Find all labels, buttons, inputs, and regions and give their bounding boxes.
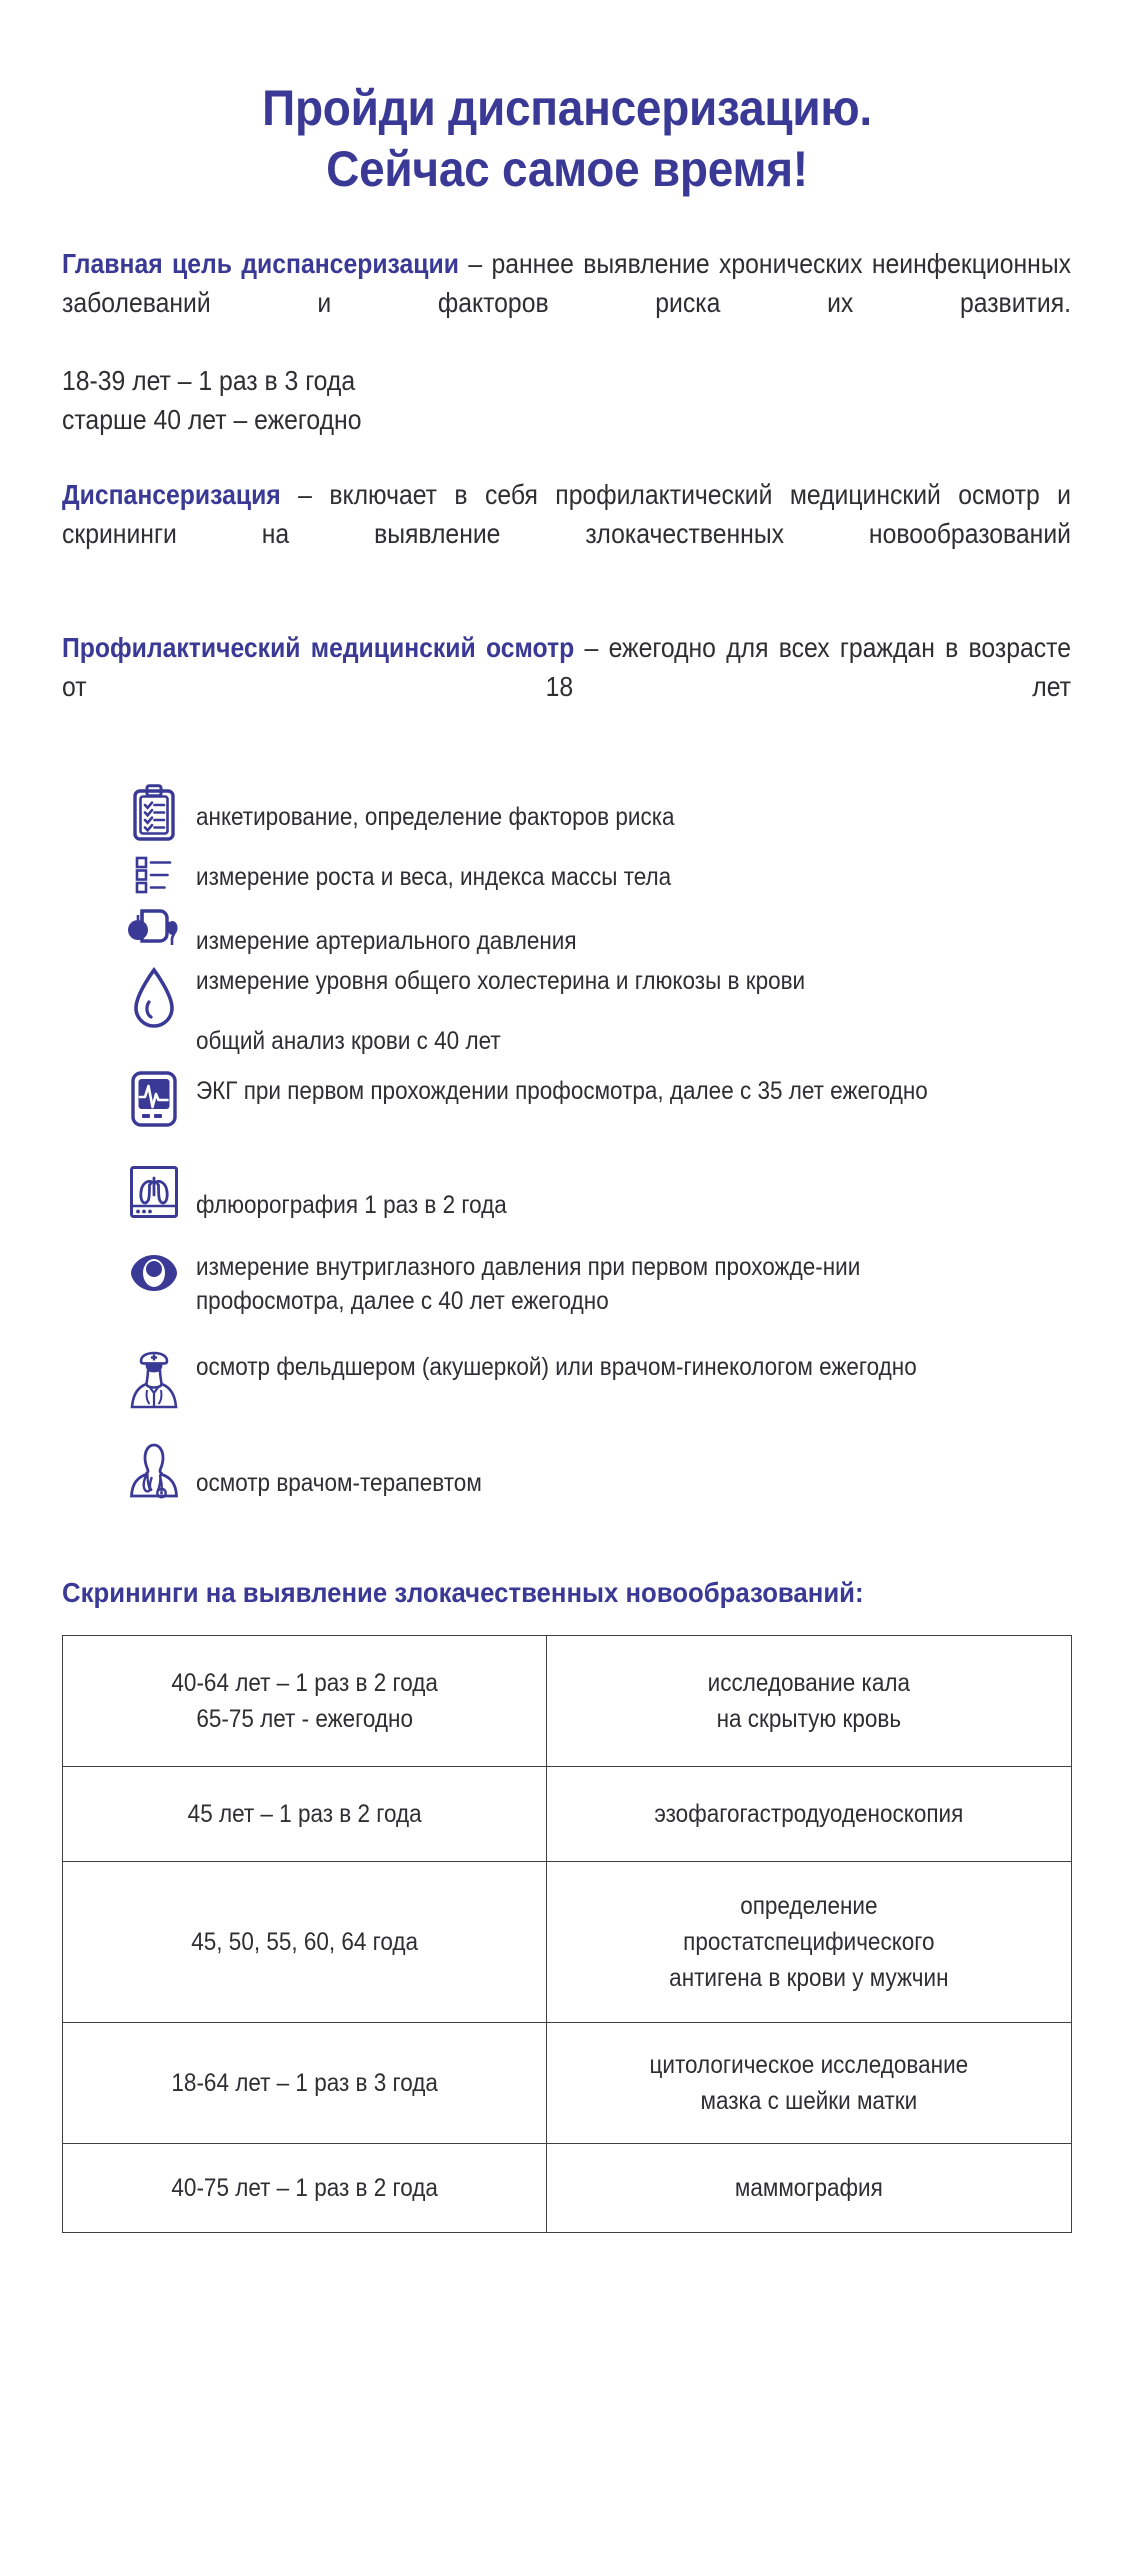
poster-title	[62, 0, 1072, 200]
test-value: маммография	[735, 2174, 884, 2203]
age-value: 45 лет – 1 раз в 2 года	[187, 1800, 422, 1829]
dispanserizatsiya-paragraph	[62, 475, 1071, 592]
checkup-list	[62, 780, 1072, 1530]
table-cell-test	[547, 1636, 1072, 1767]
doctor-stethoscope-icon	[112, 1438, 196, 1500]
test-value: эзофагогастродуоденоскопия	[654, 1800, 964, 1829]
age-value: 18-64 лет – 1 раз в 3 года	[171, 2069, 438, 2098]
table-cell-test	[547, 2144, 1072, 2233]
checkup-label: осмотр фельдшером (акушеркой) или врачом-гинекологом ежегодно	[196, 1352, 917, 1381]
checkup-label: измерение артериального давления	[196, 926, 577, 955]
goal-rest: – раннее выявление хронических неинфекционных заболеваний и факторов риска их развития.	[62, 248, 1071, 319]
checkup-label-secondary: общий анализ крови с 40 лет	[196, 1026, 501, 1055]
profosmotr-lead: Профилактический медицинский осмотр	[62, 632, 575, 664]
dispanserizatsiya-rest: – включает в себя профилактический медицинский осмотр и скрининги на выявление злокачественных новообразований	[62, 479, 1071, 550]
checkup-label: флюорография 1 раз в 2 года	[196, 1190, 507, 1219]
table-row	[63, 1767, 1072, 1862]
table-cell-age	[63, 2144, 547, 2233]
checkup-item	[112, 1248, 1072, 1344]
table-cell-age	[63, 2023, 547, 2144]
checkup-label: анкетирование, определение факторов риска	[196, 802, 675, 831]
table-row	[63, 1862, 1072, 2023]
screening-table	[62, 1635, 1072, 2233]
goal-lead: Главная цель диспансеризации	[62, 248, 459, 279]
age-value: 45, 50, 55, 60, 64 года	[191, 1928, 419, 1957]
blood-drop-icon	[112, 960, 196, 1034]
age-value: 40-75 лет – 1 раз в 2 года	[171, 2174, 438, 2203]
screening-heading: Скрининги на выявление злокачественных новообразований:	[62, 1576, 864, 1608]
profosmotr-rest: – ежегодно для всех граждан в возрасте от 18 лет	[62, 632, 1071, 703]
age-value: 40-64 лет – 1 раз в 2 года 65-75 лет - ежегодно	[171, 1669, 438, 1734]
checkup-item	[112, 780, 1072, 852]
checkup-item	[112, 852, 1072, 904]
test-value: исследование кала на скрытую кровь	[707, 1669, 911, 1734]
clipboard-checklist-icon	[112, 780, 196, 842]
title-line-1: Пройди диспансеризацию.	[262, 80, 872, 136]
checkup-item	[112, 1344, 1072, 1438]
eye-icon	[112, 1248, 196, 1294]
checkup-label: измерение внутриглазного давления при первом прохожде-нии профосмотра, далее с 40 лет ежегодно	[196, 1252, 861, 1315]
test-value: определение простатспецифического антигена в крови у мужчин	[669, 1892, 949, 1993]
table-cell-test	[547, 1862, 1072, 2023]
table-cell-age	[63, 1636, 547, 1767]
checkup-label: измерение роста и веса, индекса массы тела	[196, 862, 672, 891]
table-row	[63, 2144, 1072, 2233]
table-cell-age	[63, 1767, 547, 1862]
goal-schedule-2: старше 40 лет – ежегодно	[62, 404, 362, 436]
blood-pressure-monitor-icon	[112, 904, 196, 956]
nurse-icon	[112, 1344, 196, 1410]
checkup-label: измерение уровня общего холестерина и глюкозы в крови	[196, 966, 806, 995]
table-cell-test	[547, 1767, 1072, 1862]
checkup-item	[112, 1164, 1072, 1248]
profosmotr-paragraph	[62, 628, 1071, 745]
goal-schedule-1: 18-39 лет – 1 раз в 3 года	[62, 365, 356, 397]
table-row	[63, 1636, 1072, 1767]
table-cell-test	[547, 2023, 1072, 2144]
ecg-monitor-icon	[112, 1068, 196, 1128]
checkup-label: ЭКГ при первом прохождении профосмотра, далее с 35 лет ежегодно	[196, 1076, 928, 1105]
checkup-item	[112, 1438, 1072, 1530]
intro-section	[62, 244, 1072, 746]
dispanserizatsiya-lead: Диспансеризация	[62, 479, 281, 511]
lungs-xray-icon	[112, 1164, 196, 1220]
goal-paragraph	[62, 244, 1071, 361]
checkup-item	[112, 1068, 1072, 1164]
measure-list-icon	[112, 852, 196, 896]
title-line-2: Сейчас самое время!	[326, 141, 808, 197]
table-cell-age	[63, 1862, 547, 2023]
checkup-label: осмотр врачом-терапевтом	[196, 1468, 482, 1497]
checkup-item	[112, 904, 1072, 960]
table-row	[63, 2023, 1072, 2144]
checkup-item	[112, 960, 1072, 1068]
test-value: цитологическое исследование мазка с шейки матки	[649, 2051, 969, 2116]
